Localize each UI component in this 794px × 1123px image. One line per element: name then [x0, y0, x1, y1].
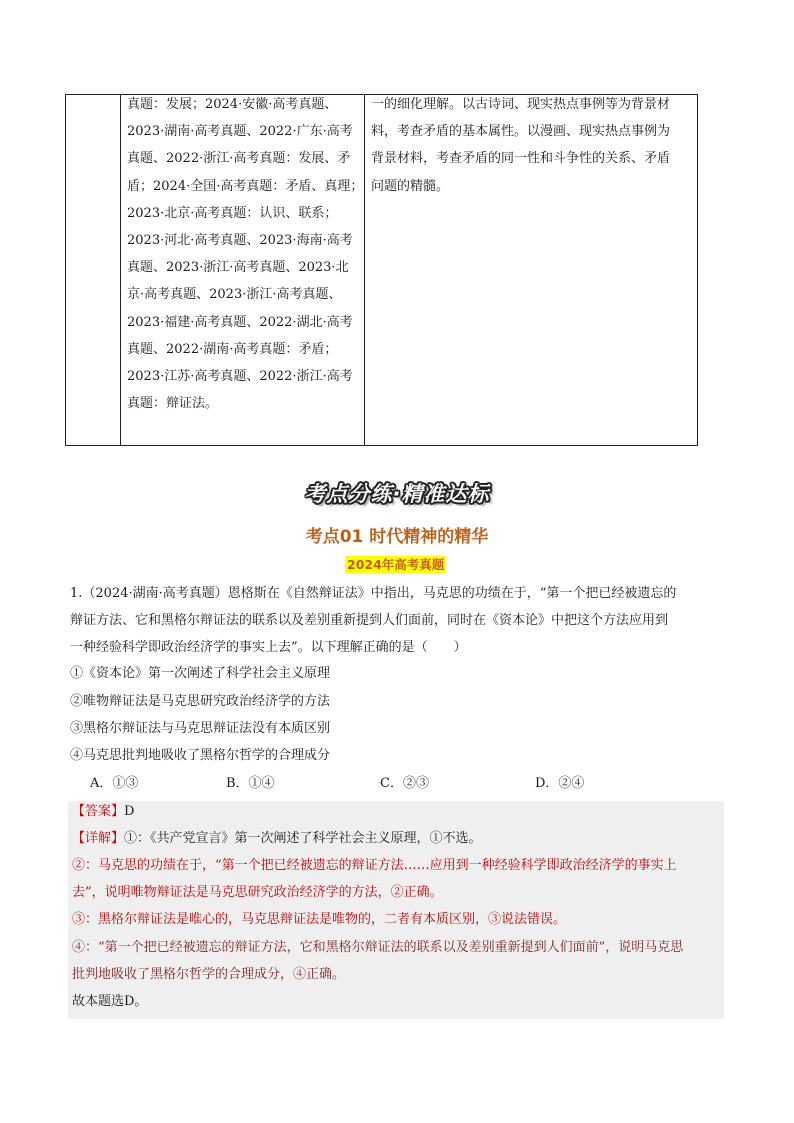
- answer-label: 【答案】: [72, 804, 125, 819]
- analysis-line-4: 问题的精髓。: [371, 178, 450, 194]
- answer-value: D: [124, 804, 135, 819]
- choice-b[interactable]: B．①④: [226, 776, 275, 791]
- sources-line-8: 京·高考真题、2023·浙江·高考真题、: [127, 287, 342, 303]
- analysis-line-3: 背景材料，考查矛盾的同一性和斗争性的关系、矛盾: [371, 151, 671, 167]
- detail-line-5: ④：“第一个把已经被遗忘的辩证方法，它和黑格尔辩证法的联系以及差别重新提到人们面前”，说明马克思: [72, 940, 684, 955]
- sources-line-1: 真题：发展；2024·安徽·高考真题、: [127, 97, 338, 112]
- question-stem-line-1: 1.（2024·湖南·高考真题）恩格斯在《自然辩证法》中指出，马克思的功绩在于，“第一个把已经被遗忘的: [70, 586, 677, 601]
- detail-text-1: ①：《共产党宣言》第一次阐述了科学社会主义原理，①不选。: [124, 831, 482, 846]
- year-tag: 2024年高考真题: [347, 557, 445, 572]
- detail-line-3: 去”，说明唯物辩证法是马克思研究政治经济学的方法，②正确。: [72, 885, 443, 900]
- statement-4: ④马克思批判地吸收了黑格尔哲学的合理成分: [70, 748, 331, 763]
- question-stem-line-3: 一种经验科学即政治经济学的事实上去”。以下理解正确的是（ ）: [70, 640, 467, 655]
- choice-a[interactable]: A．①③: [90, 776, 139, 791]
- conclusion-line: 故本题选D。: [72, 994, 148, 1009]
- topic-table: [65, 94, 698, 446]
- sources-line-6: 2023·河北·高考真题、2023·海南·高考: [127, 232, 353, 248]
- topic-title: 考点01 时代精神的精华: [305, 527, 489, 547]
- question-stem-line-2: 辩证方法、它和黑格尔辩证法的联系以及差别重新提到人们面前，同时在《资本论》中把这个方法应用到: [70, 613, 669, 628]
- answer-line: [72, 798, 134, 825]
- choice-d[interactable]: D．②④: [535, 776, 585, 791]
- table-cell-exam-sources: [127, 91, 363, 417]
- sources-line-3: 真题、2022·浙江·高考真题：发展、矛: [127, 151, 351, 167]
- table-divider-2: [364, 95, 365, 445]
- choice-c[interactable]: C．②③: [380, 776, 429, 791]
- sources-line-7: 真题、2023·浙江·高考真题、2023·北: [127, 260, 349, 276]
- detail-line-4: ③：黑格尔辩证法是唯心的，马克思辩证法是唯物的，二者有本质区别，③说法错误。: [72, 912, 567, 927]
- table-divider-1: [120, 95, 121, 445]
- table-cell-exam-analysis: [371, 91, 670, 200]
- analysis-line-1: 一的细化理解。以古诗词、现实热点事例等为背景材: [371, 97, 671, 112]
- sources-line-10: 真题、2022·湖南·高考真题：矛盾；: [127, 341, 338, 357]
- detail-line-6: 批判地吸收了黑格尔哲学的合理成分，④正确。: [72, 967, 346, 982]
- detail-line-1: [72, 825, 482, 852]
- statement-3: ③黑格尔辩证法与马克思辩证法没有本质区别: [70, 721, 331, 736]
- sources-line-9: 2023·福建·高考真题、2022·湖北·高考: [127, 314, 353, 330]
- detail-label: 【详解】: [72, 831, 125, 846]
- sources-line-5: 2023·北京·高考真题：认识、联系；: [127, 205, 338, 221]
- sources-line-4: 盾；2024·全国·高考真题：矛盾、真理；: [127, 178, 364, 194]
- sources-line-2: 2023·湖南·高考真题、2022·广东·高考: [127, 124, 353, 140]
- statement-1: ①《资本论》第一次阐述了科学社会主义原理: [70, 666, 331, 681]
- sources-line-11: 2023·江苏·高考真题、2022·浙江·高考: [127, 368, 353, 384]
- statement-2: ②唯物辩证法是马克思研究政治经济学的方法: [70, 694, 331, 709]
- sources-line-12: 真题：辩证法。: [127, 396, 219, 412]
- analysis-line-2: 料，考查矛盾的基本属性。以漫画、现实热点事例为: [371, 124, 671, 140]
- section-banner: 考点分练·精准达标: [304, 482, 490, 506]
- detail-line-2: ②：马克思的功绩在于，“第一个把已经被遗忘的辩证方法……应用到一种经验科学即政治经济学的事实上: [72, 858, 677, 873]
